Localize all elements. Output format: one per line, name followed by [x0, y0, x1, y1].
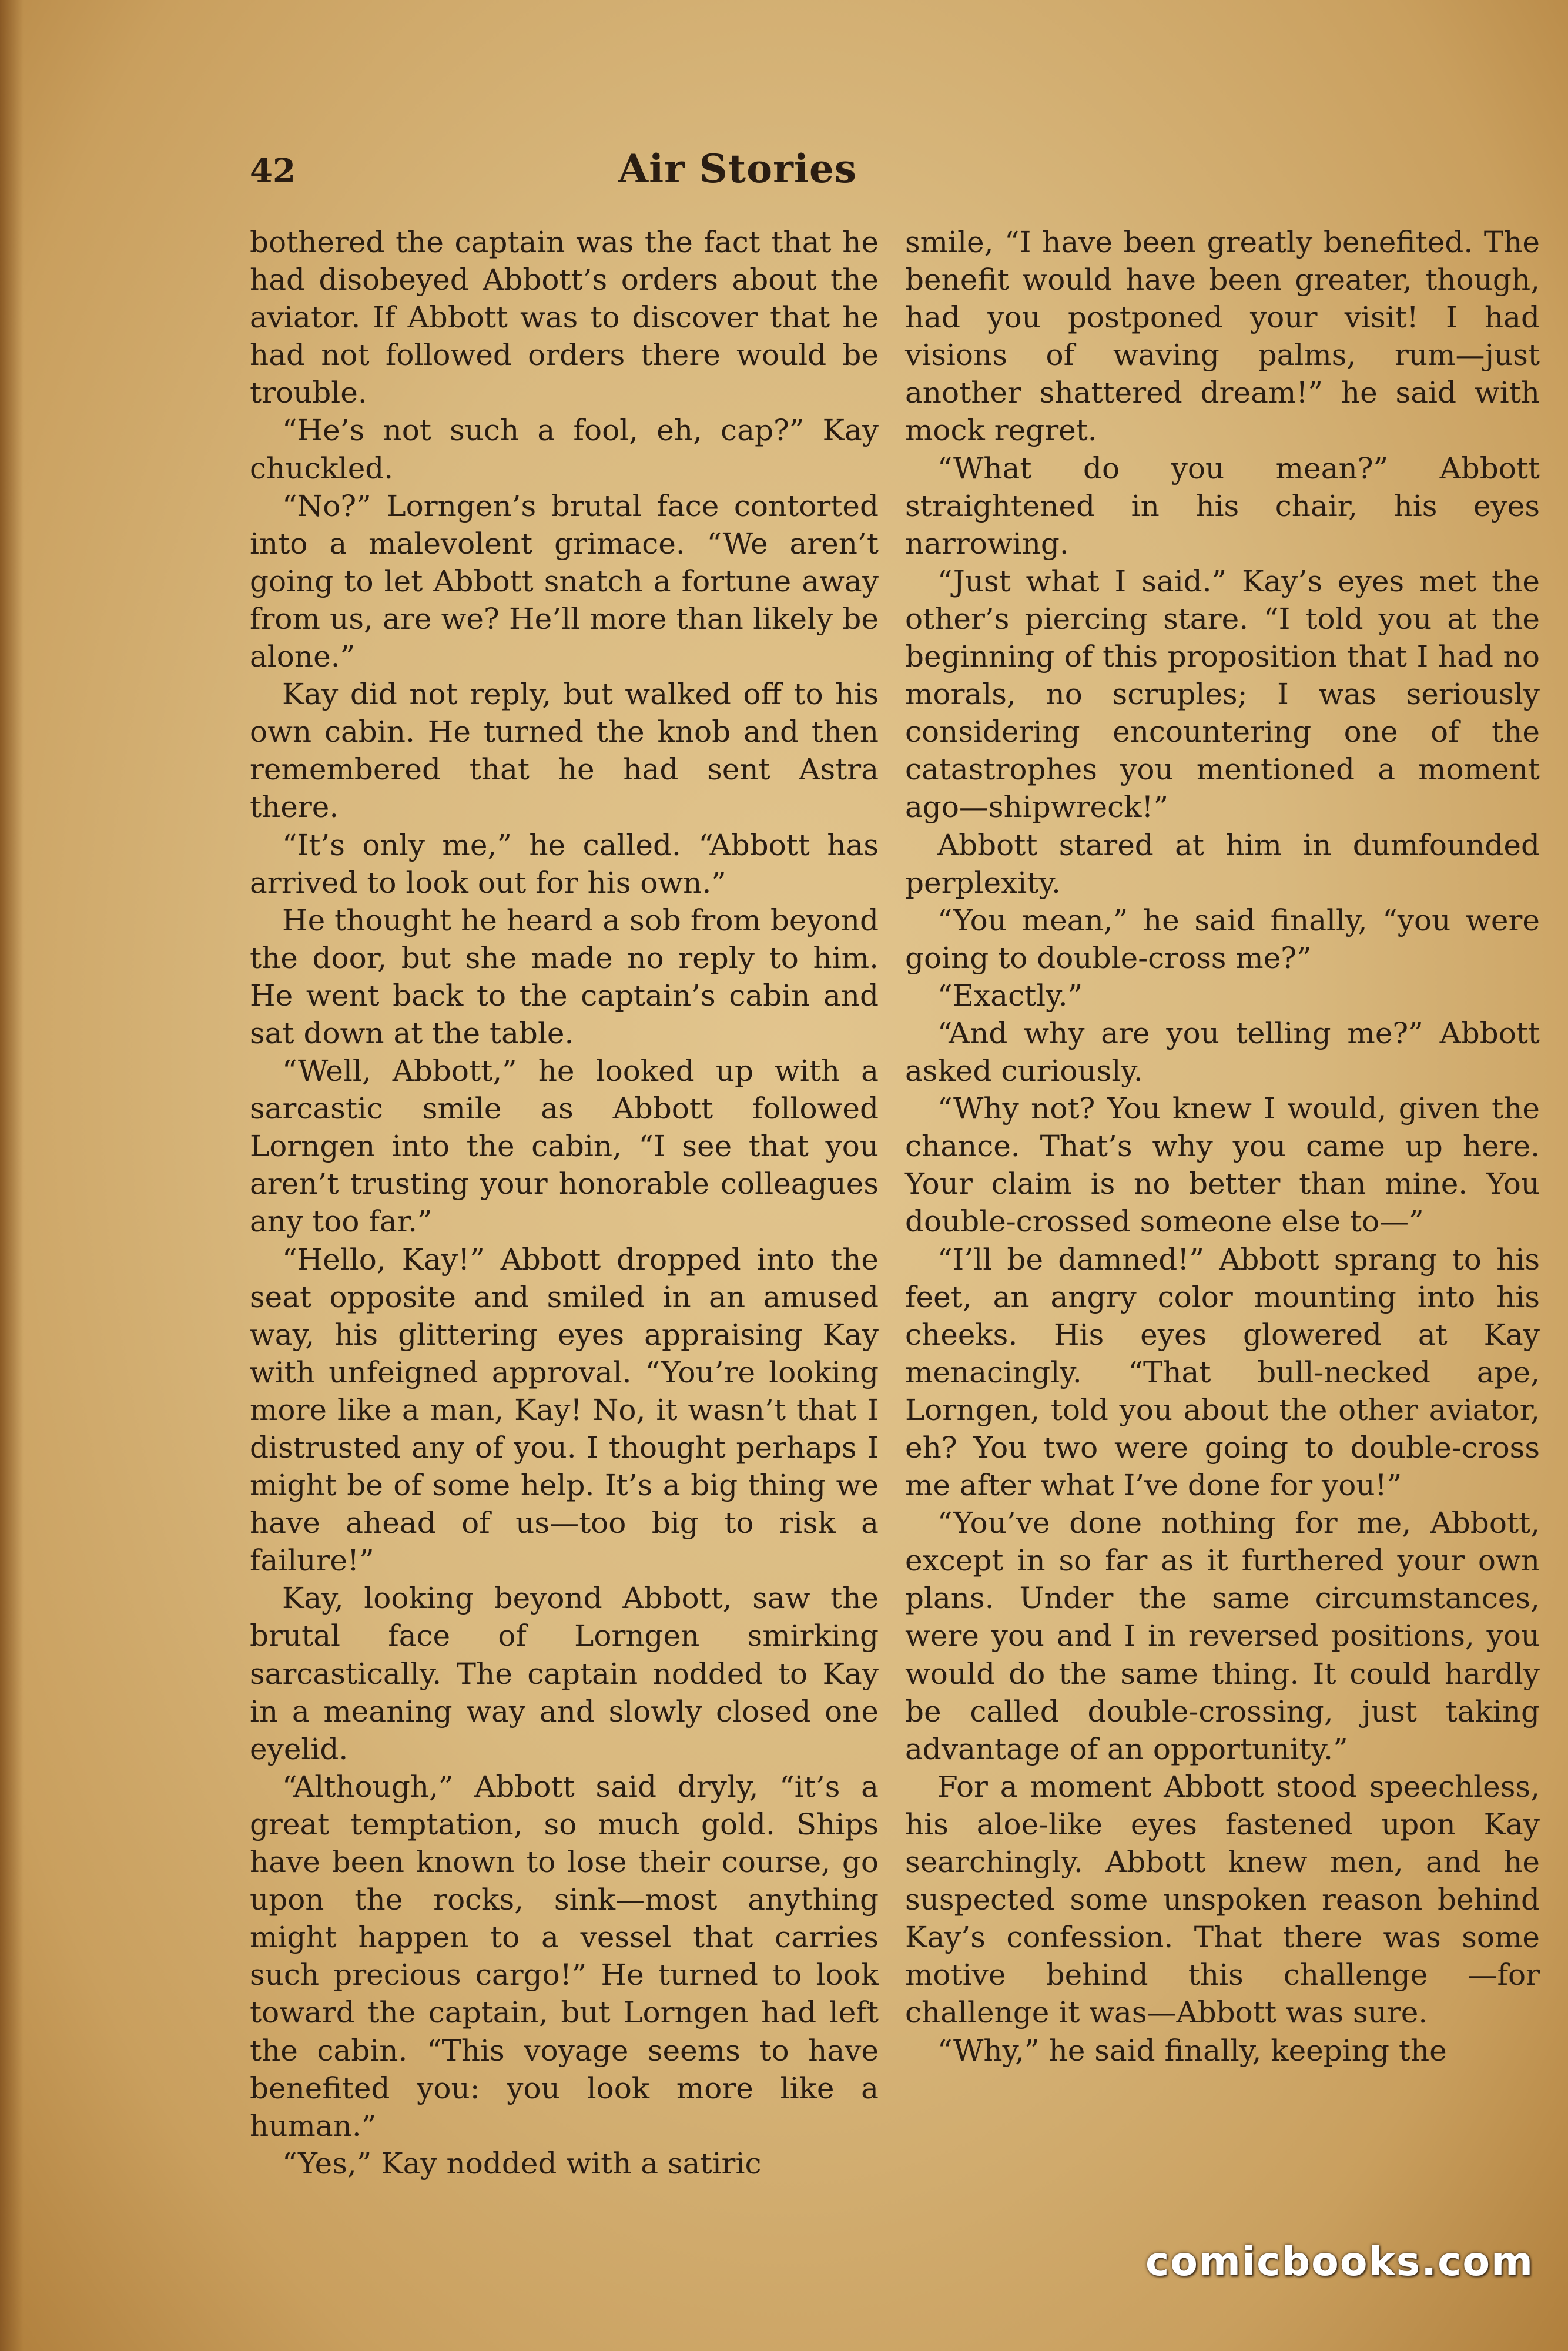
running-title: Air Stories: [618, 146, 857, 192]
page-edge-shadow: [0, 0, 24, 2351]
paragraph: “Although,” Abbott said dryly, “it’s a great temptation, so much gold. Ships have been known to lose their course, go upon the rocks, sink—most anything might happen to a vessel that carries such precious cargo!” He turned to look toward the captain, but Lorngen had left the cabin. “This voyage seems to have benefited you: you look more like a human.”: [250, 1769, 879, 2143]
left-text-column: [250, 223, 879, 2182]
paragraph: “Hello, Kay!” Abbott dropped into the seat opposite and smiled in an amused way, his glittering eyes appraising Kay with unfeigned approval. “You’re looking more like a man, Kay! No, it wasn’t that I distrusted any of you. I thought perhaps I might be of some help. It’s a big thing we have ahead of us—too big to risk a failure!”: [250, 1242, 879, 1578]
paragraph: “Why,” he said finally, keeping the: [937, 2033, 1447, 2068]
paragraph: “He’s not such a fool, eh, cap?” Kay chuckled.: [250, 413, 879, 485]
paragraph: “I’ll be damned!” Abbott sprang to his feet, an angry color mounting into his cheeks. His eyes glowered at Kay menacingly. “That bull-necked ape, Lorngen, told you about the other aviator, eh? You two were going to double-cross me after what I’ve done for you!”: [905, 1242, 1540, 1503]
paragraph: “Well, Abbott,” he looked up with a sarcastic smile as Abbott followed Lorngen into the cabin, “I see that you aren’t trusting your honorable colleagues any too far.”: [250, 1054, 879, 1239]
paragraph: For a moment Abbott stood speechless, his aloe-like eyes fastened upon Kay searchingly. Abbott knew men, and he suspected some unspoken reason behind Kay’s confession. That there was some motive behind this challenge —for challenge it was—Abbott was sure.: [905, 1769, 1540, 2030]
paragraph: “You mean,” he said finally, “you were going to double-cross me?”: [905, 903, 1540, 975]
page-header: [250, 146, 1225, 202]
watermark: comicbooks.com: [1145, 2239, 1534, 2285]
page-number: 42: [250, 152, 296, 190]
paragraph: bothered the captain was the fact that he had disobeyed Abbott’s orders about the aviator. If Abbott was to discover that he had not followed orders there would be trouble.: [250, 225, 879, 410]
paragraph: Abbott stared at him in dumfounded perplexity.: [905, 828, 1540, 900]
paragraph: “No?” Lorngen’s brutal face contorted into a malevolent grimace. “We aren’t going to let Abbott snatch a fortune away from us, are we? He’ll more than likely be alone.”: [250, 488, 879, 674]
paragraph: He thought he heard a sob from beyond the door, but she made no reply to him. He went back to the captain’s cabin and sat down at the table.: [250, 903, 879, 1050]
paragraph: Kay, looking beyond Abbott, saw the brutal face of Lorngen smirking sarcastically. The captain nodded to Kay in a meaning way and slowly closed one eyelid.: [250, 1581, 879, 1766]
paragraph: “You’ve done nothing for me, Abbott, except in so far as it furthered your own plans. Under the same circumstances, were you and I in reversed positions, you would do the same thing. It could hardly be called double-crossing, just taking advantage of an opportunity.”: [905, 1506, 1540, 1766]
paragraph: “Exactly.”: [937, 978, 1083, 1013]
paragraph: “It’s only me,” he called. “Abbott has arrived to look out for his own.”: [250, 828, 879, 900]
right-text-column: [905, 223, 1540, 2069]
paragraph: Kay did not reply, but walked off to his own cabin. He turned the knob and then remembered that he had sent Astra there.: [250, 677, 879, 825]
paragraph: “What do you mean?” Abbott straightened in his chair, his eyes narrowing.: [905, 451, 1540, 561]
paragraph: “And why are you telling me?” Abbott asked curiously.: [905, 1016, 1540, 1089]
paragraph: “Just what I said.” Kay’s eyes met the other’s piercing stare. “I told you at the beginning of this proposition that I had no morals, no scruples; I was seriously considering encountering one of the catastrophes you mentioned a moment ago—shipwreck!”: [905, 564, 1540, 825]
paragraph: “Yes,” Kay nodded with a satiric: [282, 2146, 762, 2181]
paragraph: “Why not? You knew I would, given the chance. That’s why you came up here. Your claim is no better than mine. You double-crossed someone else to—”: [905, 1091, 1540, 1239]
paragraph: smile, “I have been greatly benefited. The benefit would have been greater, though, had you postponed your visit! I had visions of waving palms, rum—just another shattered dream!” he said with mock regret.: [905, 225, 1540, 448]
